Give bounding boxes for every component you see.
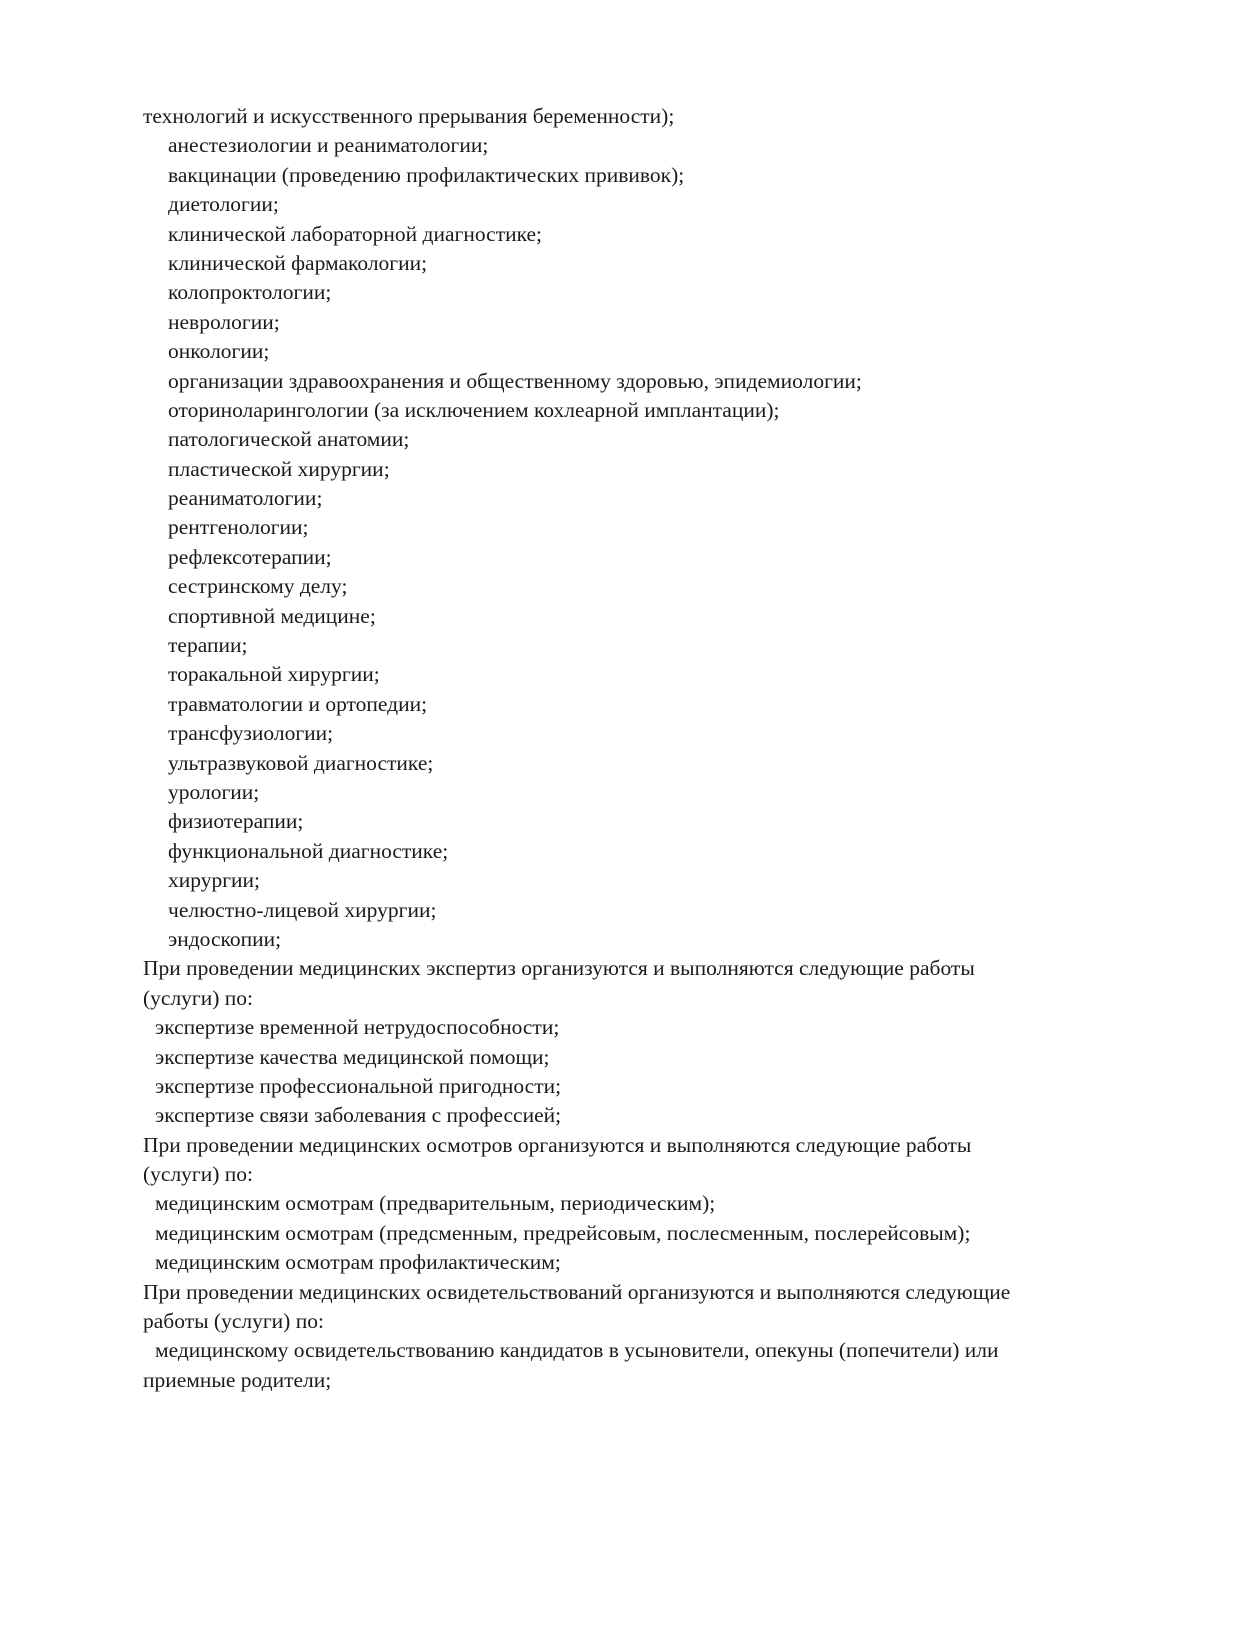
list-item: медицинским осмотрам профилактическим; — [155, 1250, 561, 1275]
certifications-section — [143, 1278, 1143, 1396]
list-item: травматологии и ортопедии; — [168, 691, 428, 716]
list-item: челюстно-лицевой хирургии; — [168, 897, 437, 922]
list-item: патологической анатомии; — [168, 427, 410, 452]
section-heading: При проведении медицинских осмотров организуются и выполняются следующие работы — [143, 1132, 972, 1157]
examinations-section — [143, 1131, 1143, 1278]
list-item: спортивной медицине; — [168, 603, 376, 628]
list-item: хирургии; — [168, 868, 261, 893]
list-item: медицинскому освидетельствованию кандидатов в усыновители, опекуны (попечители) или — [155, 1338, 999, 1363]
intro-tail-line: технологий и искусственного прерывания беременности); — [143, 104, 675, 128]
section-heading: При проведении медицинских экспертиз организуются и выполняются следующие работы — [143, 956, 975, 981]
list-item: реаниматологии; — [168, 486, 323, 511]
list-item: эндоскопии; — [168, 926, 282, 951]
list-item: физиотерапии; — [168, 809, 304, 834]
list-item: сестринскому делу; — [168, 574, 348, 599]
list-item: экспертизе профессиональной пригодности; — [155, 1073, 562, 1098]
list-item: вакцинации (проведению профилактических прививок); — [168, 162, 685, 187]
list-item: клинической лабораторной диагностике; — [168, 221, 543, 246]
list-item: экспертизе временной нетрудоспособности; — [155, 1015, 560, 1040]
section-heading-continued: (услуги) по: — [143, 1162, 254, 1187]
list-item: оториноларингологии (за исключением кохлеарной имплантации); — [168, 397, 780, 422]
list-item-continued: приемные родители; — [143, 1367, 332, 1392]
list-item: торакальной хирургии; — [168, 662, 380, 687]
list-item: колопроктологии; — [168, 280, 332, 305]
list-item: диетологии; — [168, 192, 279, 217]
list-item: урологии; — [168, 779, 260, 804]
specialties-list — [143, 131, 1143, 954]
list-item: экспертизе связи заболевания с профессией; — [155, 1103, 562, 1128]
list-item: рефлексотерапии; — [168, 544, 332, 569]
section-heading: При проведении медицинских освидетельствований организуются и выполняются следующие — [143, 1279, 1011, 1304]
list-item: трансфузиологии; — [168, 721, 334, 746]
section-heading-continued: работы (услуги) по: — [143, 1309, 324, 1334]
list-item: неврологии; — [168, 309, 280, 334]
section-heading-continued: (услуги) по: — [143, 985, 254, 1010]
list-item: организации здравоохранения и общественному здоровью, эпидемиологии; — [168, 368, 862, 393]
list-item: экспертизе качества медицинской помощи; — [155, 1044, 550, 1069]
list-item: ультразвуковой диагностике; — [168, 750, 434, 775]
list-item: анестезиологии и реаниматологии; — [168, 133, 489, 158]
list-item: медицинским осмотрам (предсменным, предрейсовым, послесменным, послерейсовым); — [155, 1220, 971, 1245]
list-item: клинической фармакологии; — [168, 250, 428, 275]
list-item: пластической хирургии; — [168, 456, 390, 481]
document-body — [143, 102, 1143, 1395]
list-item: медицинским осмотрам (предварительным, периодическим); — [155, 1191, 716, 1216]
expertise-section — [143, 954, 1143, 1130]
list-item: функциональной диагностике; — [168, 838, 449, 863]
list-item: рентгенологии; — [168, 515, 309, 540]
list-item: онкологии; — [168, 339, 270, 364]
list-item: терапии; — [168, 633, 248, 658]
